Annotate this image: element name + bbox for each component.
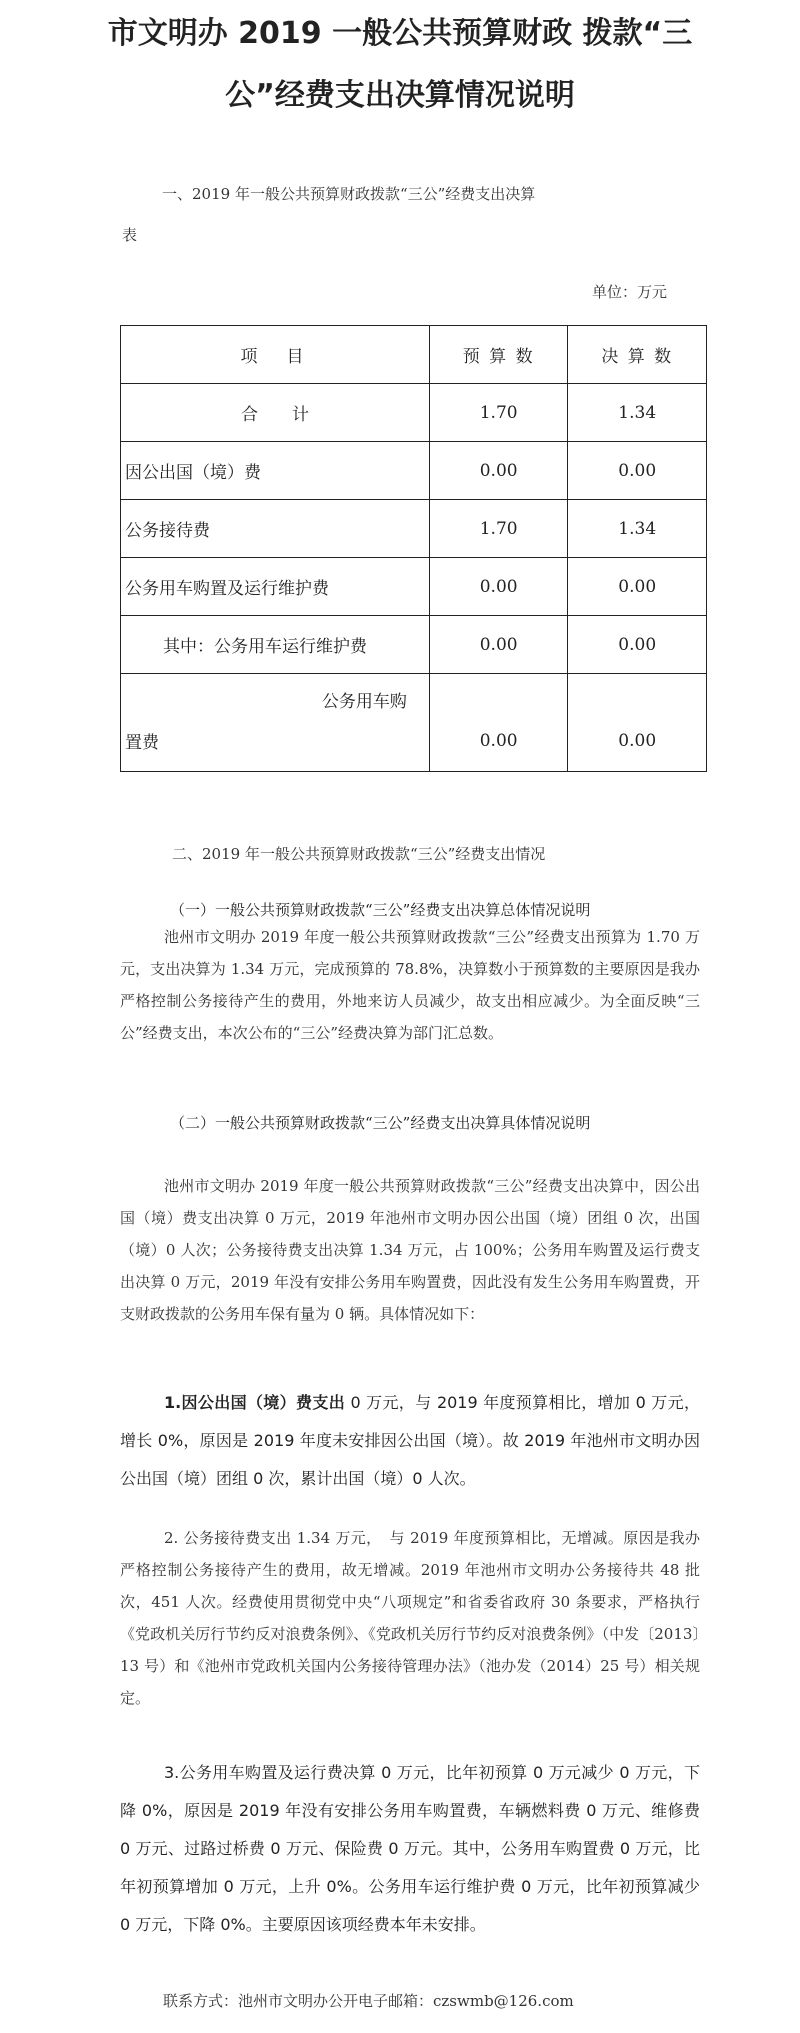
row-budget: 0.00 xyxy=(429,674,568,772)
row-budget: 0.00 xyxy=(429,442,568,500)
section1-heading-cont: 表 xyxy=(122,226,138,244)
row-budget: 1.70 xyxy=(429,500,568,558)
row-actual: 1.34 xyxy=(568,384,707,442)
sub1-heading: （一）一般公共预算财政拨款“三公”经费支出决算总体情况说明 xyxy=(170,901,591,919)
row-item xyxy=(121,674,430,772)
row-budget: 1.70 xyxy=(429,384,568,442)
item1-label: 1.因公出国（境）费支出 xyxy=(164,1393,346,1412)
unit-label: 单位：万元 xyxy=(592,283,668,301)
row-item: 其中：公务用车运行维护费 xyxy=(121,616,430,674)
row-item-part2: 置费 xyxy=(125,733,159,753)
row-item: 合 计 xyxy=(121,384,430,442)
item3-paragraph: 3.公务用车购置及运行费决算 0 万元，比年初预算 0 万元减少 0 万元，下降 0%，原因是 2019 年没有安排公务用车购置费，车辆燃料费 0 万元、维修费 0 万元、过路过桥费 0 万元、保险费 0 万元。其中，公务用车购置费 0 万元，比年初预算增加 0 万元，上升 0%。公务用车运行维护费 0 万元，比年初预算减少 0 万元，下降 0%。主要原因该项经费本年未安排。 xyxy=(120,1763,700,1934)
header-budget: 预 算 数 xyxy=(429,326,568,384)
table-row xyxy=(121,384,707,442)
sub1-paragraph: 池州市文明办 2019 年度一般公共预算财政拨款“三公”经费支出预算为 1.70 万元，支出决算为 1.34 万元，完成预算的 78.8%，决算数小于预算数的主要原因是我办严格控制公务接待产生的费用，外地来访人员减少，故支出相应减少。为全面反映“三公”经费支出，本次公布的“三公”经费决算为部门汇总数。 xyxy=(120,928,700,1042)
table-row xyxy=(121,558,707,616)
row-item: 公务用车购置及运行维护费 xyxy=(121,558,430,616)
sub2-paragraph: 池州市文明办 2019 年度一般公共预算财政拨款“三公”经费支出决算中，因公出国（境）费支出决算 0 万元，2019 年池州市文明办因公出国（境）团组 0 次，出国（境）0 人次；公务接待费支出决算 1.34 万元，占 100%；公务用车购置及运行费支出决算 0 万元，2019 年没有安排公务用车购置费，因此没有发生公务用车购置费，开支财政拨款的公务用车保有量为 0 辆。具体情况如下： xyxy=(120,1177,700,1323)
table-row xyxy=(121,674,707,772)
item1-text: 0 万元，与 2019 年度预算相比，增加 0 万元，增长 0%，原因是 2019 年度未安排因公出国（境）。故 2019 年池州市文明办因公出国（境）团组 0 次，累计出国（境）0 人次。 xyxy=(120,1393,700,1488)
page-title-line1: 市文明办 2019 一般公共预算财政 拨款“三 xyxy=(107,16,693,51)
row-budget: 0.00 xyxy=(429,558,568,616)
page-title-line2: 公”经费支出决算情况说明 xyxy=(225,78,575,113)
contact-line: 联系方式：池州市文明办公开电子邮箱：czswmb@126.com xyxy=(163,1992,574,2010)
row-actual: 0.00 xyxy=(568,442,707,500)
row-item-part1: 公务用车购 xyxy=(321,692,407,712)
header-item: 项 目 xyxy=(121,326,430,384)
budget-table xyxy=(120,325,707,772)
row-actual: 1.34 xyxy=(568,500,707,558)
row-budget: 0.00 xyxy=(429,616,568,674)
row-actual: 0.00 xyxy=(568,616,707,674)
item1-paragraph xyxy=(120,1384,700,1498)
section2-heading: 二、2019 年一般公共预算财政拨款“三公”经费支出情况 xyxy=(172,845,546,863)
table-row xyxy=(121,442,707,500)
row-item: 公务接待费 xyxy=(121,500,430,558)
table-header-row xyxy=(121,326,707,384)
table-row xyxy=(121,616,707,674)
header-actual: 决 算 数 xyxy=(568,326,707,384)
row-item: 因公出国（境）费 xyxy=(121,442,430,500)
row-actual: 0.00 xyxy=(568,674,707,772)
section1-heading: 一、2019 年一般公共预算财政拨款“三公”经费支出决算 xyxy=(162,185,536,203)
sub2-heading: （二）一般公共预算财政拨款“三公”经费支出决算具体情况说明 xyxy=(170,1114,591,1132)
table-row xyxy=(121,500,707,558)
row-actual: 0.00 xyxy=(568,558,707,616)
item2-paragraph: 2. 公务接待费支出 1.34 万元， 与 2019 年度预算相比，无增减。原因是我办严格控制公务接待产生的费用，故无增减。2019 年池州市文明办公务接待共 48 批次，451 人次。经费使用贯彻党中央“八项规定”和省委省政府 30 条要求，严格执行《党政机关厉行节约反对浪费条例》、《党政机关厉行节约反对浪费条例》（中发〔2013〕13 号）和《池州市党政机关国内公务接待管理办法》（池办发（2014）25 号）相关规定。 xyxy=(120,1529,700,1707)
